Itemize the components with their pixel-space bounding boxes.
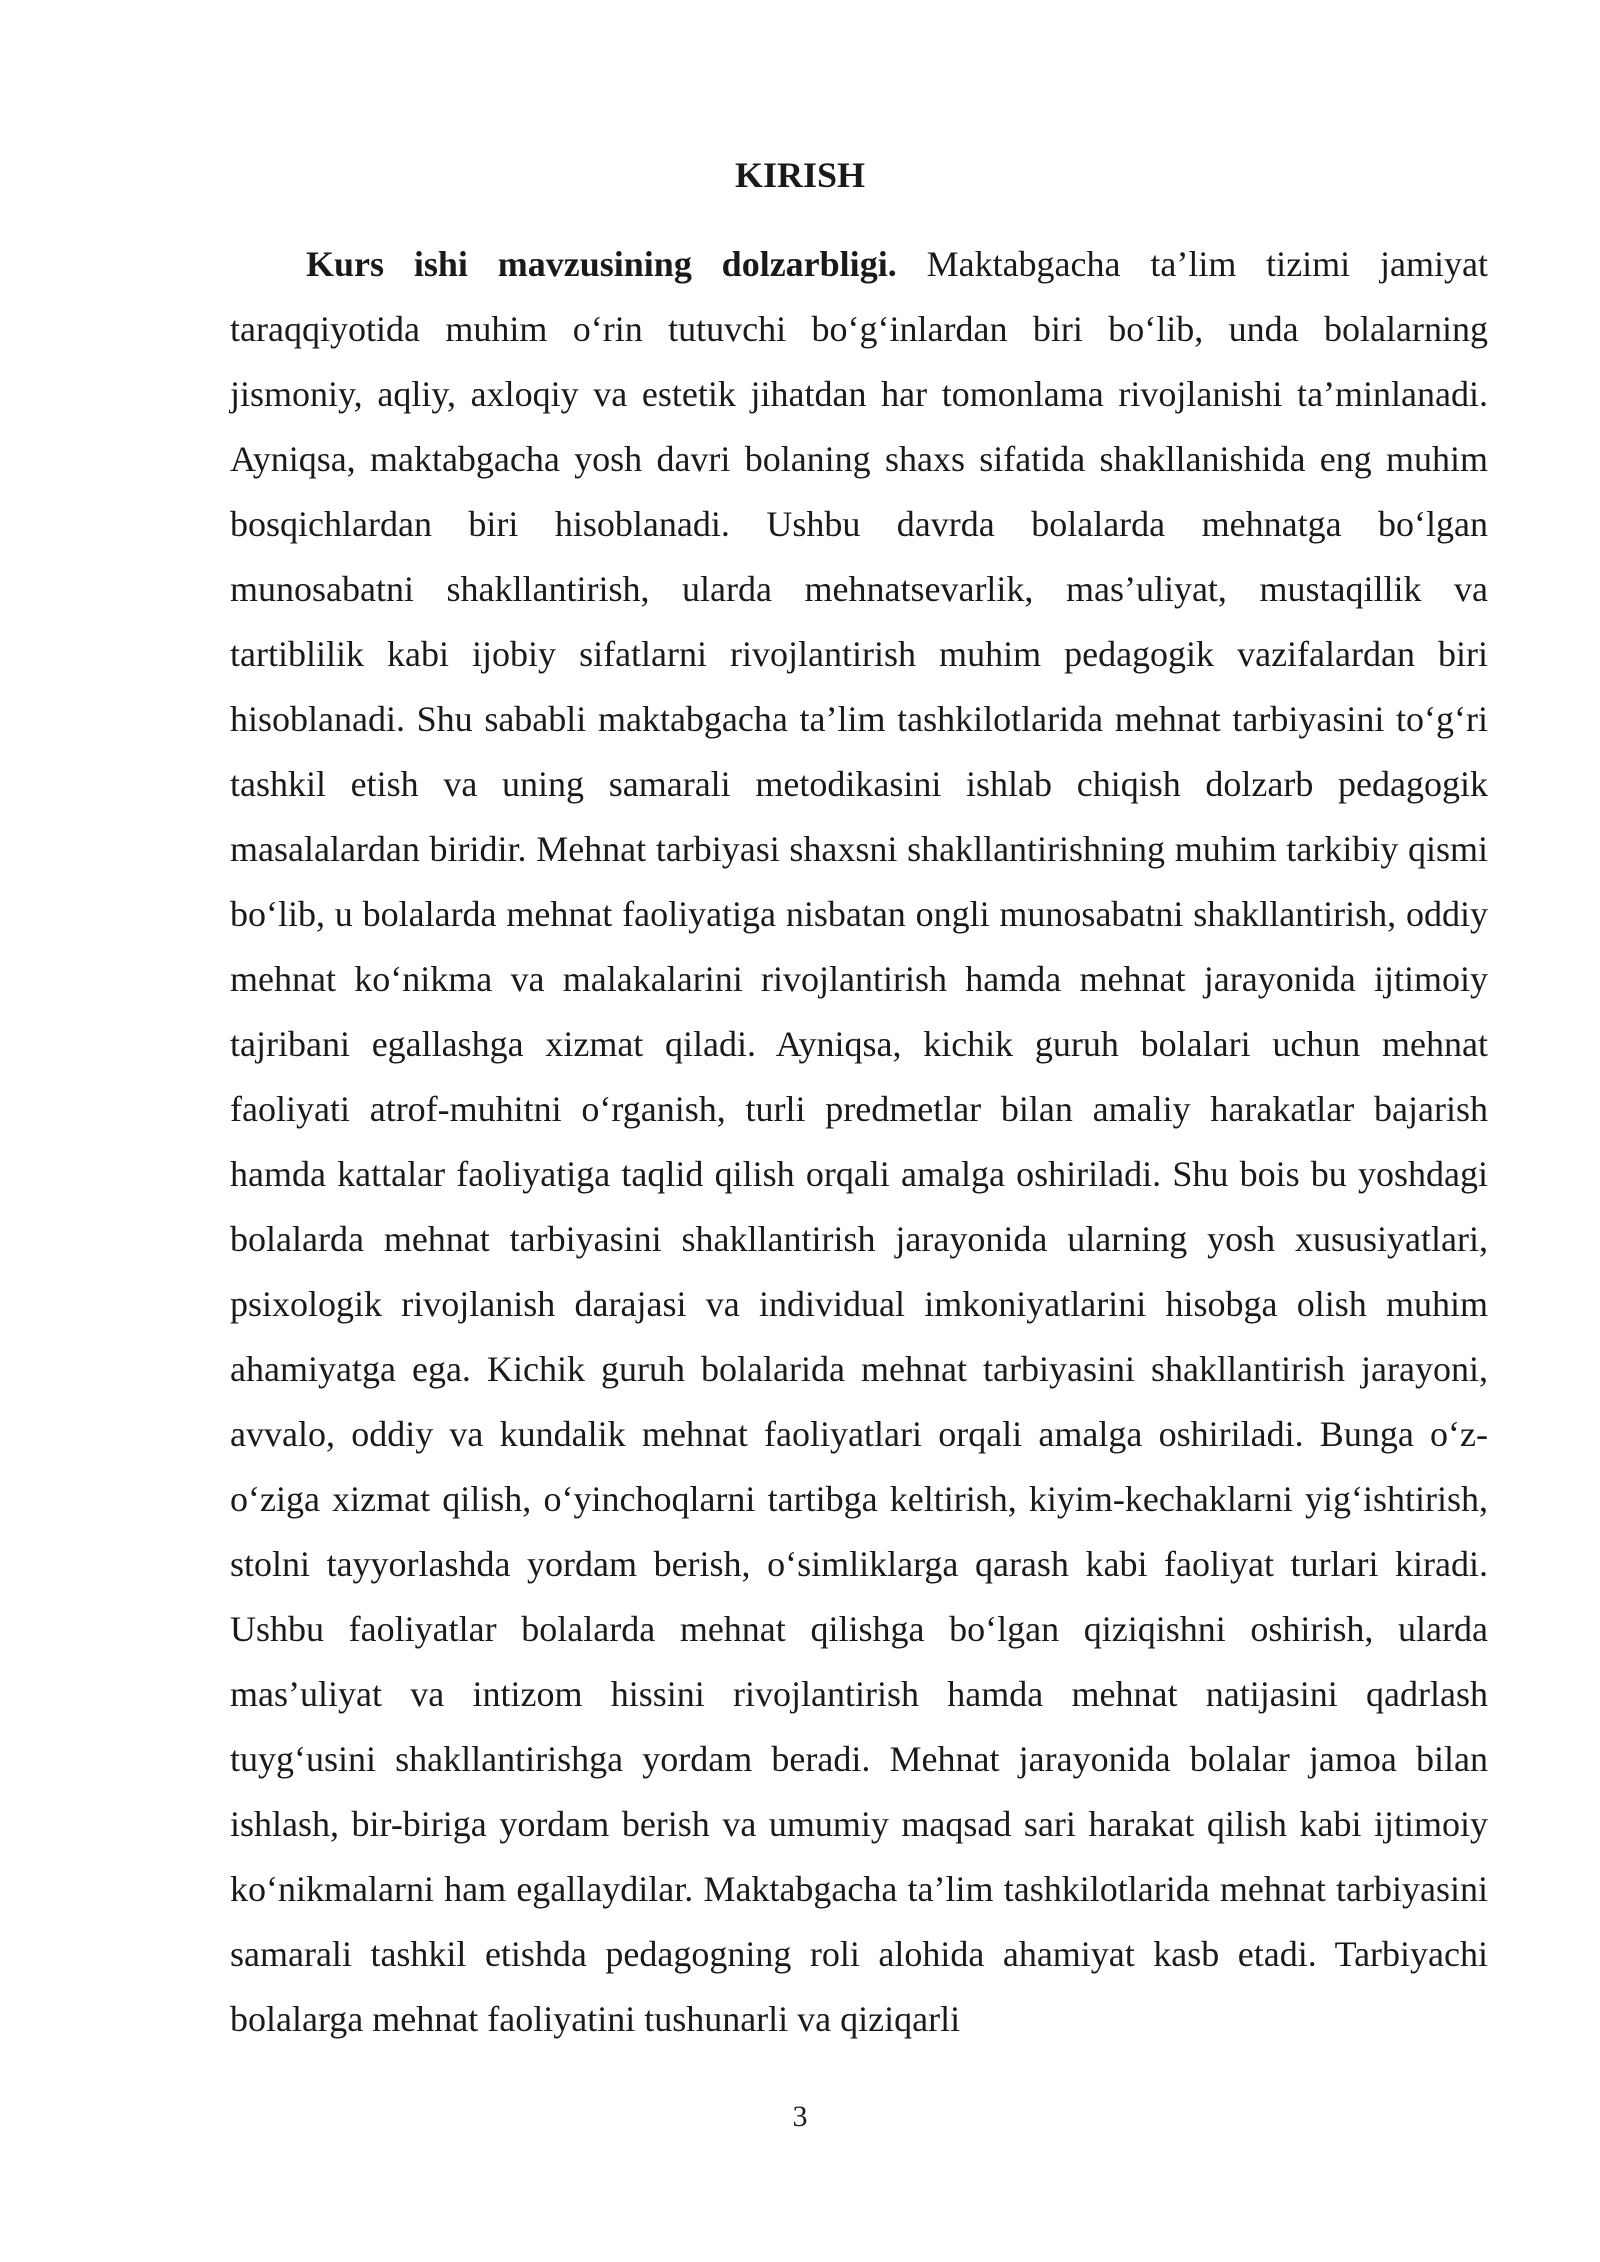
paragraph-text: Maktabgacha ta’lim tizimi jamiyat taraqqiyotida muhim o‘rin tutuvchi bo‘g‘inlardan biri bo‘lib, unda bolalarning jismoniy, aqliy, axloqiy va estetik jihatdan har tomonlama rivojlanishi ta’minlanadi. Ayniqsa, maktabgacha yosh davri bolaning shaxs sifatida shakllanishida eng muhim bosqichlardan biri hisoblanadi. Ushbu davrda bolalarda mehnatga bo‘lgan munosabatni shakllantirish, ularda mehnatsevarlik, mas’uliyat, mustaqillik va tartiblilik kabi ijobiy sifatlarni rivojlantirish muhim pedagogik vazifalardan biri hisoblanadi. Shu sababli maktabgacha ta’lim tashkilotlarida mehnat tarbiyasini to‘g‘ri tashkil etish va uning samarali metodikasini ishlab chiqish dolzarb pedagogik masalalardan biridir. Mehnat tarbiyasi shaxsni shakllantirishning muhim tarkibiy qismi bo‘lib, u bolalarda mehnat faoliyatiga nisbatan ongli munosabatni shakllantirish, oddiy mehnat ko‘nikma va malakalarini rivojlantirish hamda mehnat jarayonida ijtimoiy tajribani egallashga xizmat qiladi. Ayniqsa, kichik guruh bolalari uchun mehnat faoliyati atrof-muhitni o‘rganish, turli predmetlar bilan amaliy harakatlar bajarish hamda kattalar faoliyatiga taqlid qilish orqali amalga oshiriladi. Shu bois bu yoshdagi bolalarda mehnat tarbiyasini shakllantirish jarayonida ularning yosh xususiyatlari, psixologik rivojlanish darajasi va individual imkoniyatlarini hisobga olish muhim ahamiyatga ega. Kichik guruh bolalarida mehnat tarbiyasini shakllantirish jarayoni, avvalo, oddiy va kundalik mehnat faoliyatlari orqali amalga oshiriladi. Bunga o‘z-o‘ziga xizmat qilish, o‘yinchoqlarni tartibga keltirish, kiyim-kechaklarni yig‘ishtirish, stolni tayyorlashda yordam berish, o‘simliklarga qarash kabi faoliyat turlari kiradi. Ushbu faoliyatlar bolalarda mehnat qilishga bo‘lgan qiziqishni oshirish, ularda mas’uliyat va intizom hissini rivojlantirish hamda mehnat natijasini qadrlash tuyg‘usini shakllantirishga yordam beradi. Mehnat jarayonida bolalar jamoa bilan ishlash, bir-biriga yordam berish va umumiy maqsad sari harakat qilish kabi ijtimoiy ko‘nikmalarni ham egallaydilar. Maktabgacha ta’lim tashkilotlarida mehnat tarbiyasini samarali tashkil etishda pedagogning roli alohida ahamiyat kasb etadi. Tarbiyachi bolalarga mehnat faoliyatini tushunarli va qiziqarli [230, 244, 1489, 2039]
page-number: 3 [792, 2100, 808, 2133]
body-paragraph [230, 232, 1488, 2052]
paragraph-lead: Kurs ishi mavzusining dolzarbligi. [306, 244, 897, 284]
section-heading: KIRISH [734, 155, 866, 195]
